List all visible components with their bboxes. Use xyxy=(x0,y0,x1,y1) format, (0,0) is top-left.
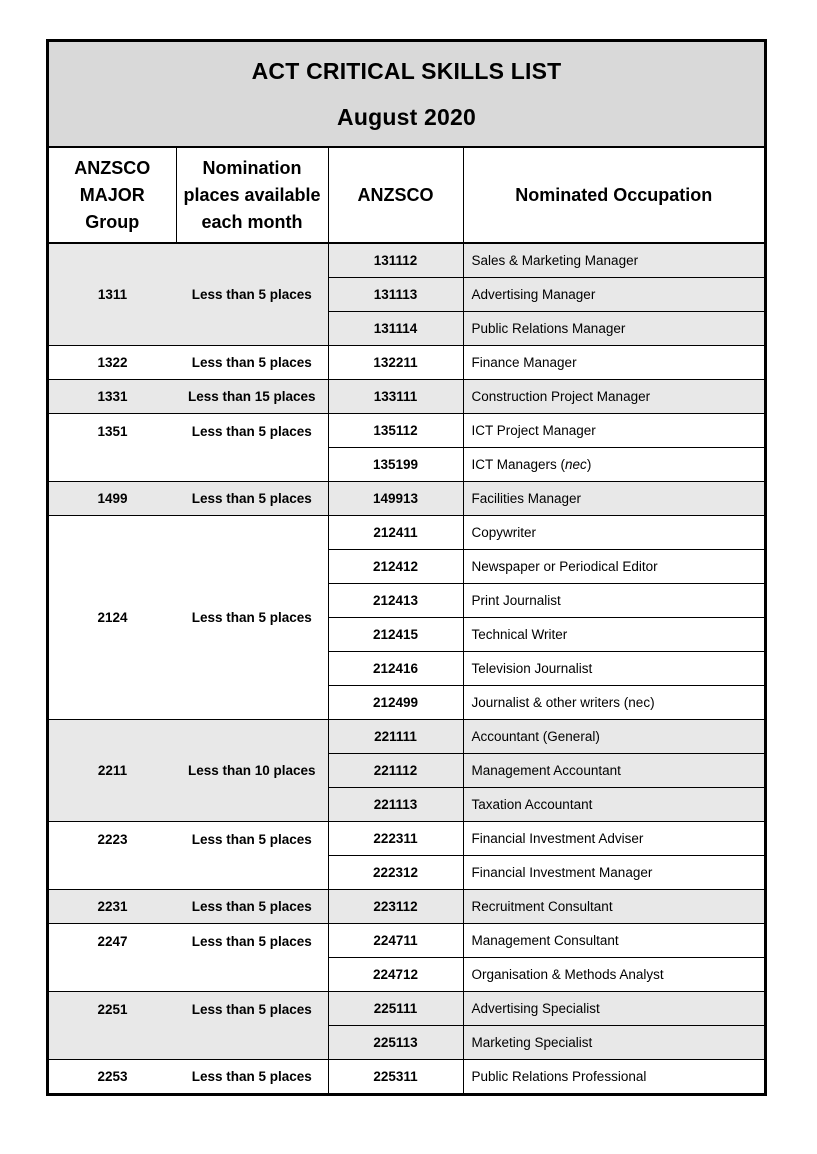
places-cell: Less than 5 places xyxy=(176,414,328,482)
occupation-cell: Financial Investment Adviser xyxy=(463,822,764,856)
table-row xyxy=(49,380,764,414)
major-group-cell: 1499 xyxy=(49,482,176,516)
skills-list-document xyxy=(46,39,767,1096)
anzsco-code-cell: 133111 xyxy=(328,380,463,414)
document-title: ACT CRITICAL SKILLS LIST xyxy=(251,58,562,84)
occupation-cell: Copywriter xyxy=(463,516,764,550)
anzsco-code-cell: 221112 xyxy=(328,754,463,788)
anzsco-code-cell: 135112 xyxy=(328,414,463,448)
occupation-cell: Financial Investment Manager xyxy=(463,856,764,890)
places-cell: Less than 5 places xyxy=(176,890,328,924)
anzsco-code-cell: 149913 xyxy=(328,482,463,516)
occupation-cell: Public Relations Professional xyxy=(471,1069,647,1084)
occupation-cell: Advertising Manager xyxy=(463,278,764,312)
table-row xyxy=(49,346,764,380)
title-block xyxy=(49,42,764,148)
places-cell: Less than 5 places xyxy=(176,924,328,992)
anzsco-code-cell: 212499 xyxy=(328,686,463,720)
table-row xyxy=(49,414,764,448)
places-cell: Less than 5 places xyxy=(191,1069,312,1084)
table-body xyxy=(49,243,764,1093)
major-group-cell: 2247 xyxy=(49,924,176,992)
occupation-cell: Organisation & Methods Analyst xyxy=(463,958,764,992)
anzsco-code-cell: 212412 xyxy=(328,550,463,584)
major-group-cell: 2223 xyxy=(49,822,176,890)
occupation-cell: Accountant (General) xyxy=(463,720,764,754)
occupation-cell: Construction Project Manager xyxy=(463,380,764,414)
major-group-cell: 2253 xyxy=(97,1069,128,1084)
header-anzsco: ANZSCO xyxy=(328,148,463,243)
anzsco-code-cell: 131112 xyxy=(328,243,463,278)
places-cell: Less than 5 places xyxy=(176,992,328,1060)
anzsco-code-cell: 223112 xyxy=(328,890,463,924)
anzsco-code-cell: 131114 xyxy=(328,312,463,346)
major-group-cell: 2231 xyxy=(49,890,176,924)
occupation-cell: ICT Project Manager xyxy=(463,414,764,448)
anzsco-code-cell: 212411 xyxy=(328,516,463,550)
occupation-cell: Television Journalist xyxy=(463,652,764,686)
major-group-cell: 1351 xyxy=(49,414,176,482)
major-group-cell: 1331 xyxy=(49,380,176,414)
anzsco-code-cell: 135199 xyxy=(328,448,463,482)
occupation-cell: Print Journalist xyxy=(463,584,764,618)
occupation-cell: Management Accountant xyxy=(463,754,764,788)
skills-table xyxy=(49,148,764,1093)
major-group-cell: 2211 xyxy=(49,720,176,822)
table-row xyxy=(49,890,764,924)
anzsco-code-cell: 221113 xyxy=(328,788,463,822)
anzsco-code-cell: 225113 xyxy=(328,1026,463,1060)
anzsco-code-cell: 225111 xyxy=(328,992,463,1026)
major-group-cell: 2251 xyxy=(49,992,176,1060)
anzsco-code-cell: 221111 xyxy=(328,720,463,754)
places-cell: Less than 5 places xyxy=(176,822,328,890)
occupation-cell: Finance Manager xyxy=(463,346,764,380)
table-row xyxy=(49,243,764,278)
occupation-cell: Marketing Specialist xyxy=(463,1026,764,1060)
anzsco-code-cell: 212416 xyxy=(328,652,463,686)
document-date: August 2020 xyxy=(337,104,476,130)
occupation-cell: Journalist & other writers (nec) xyxy=(463,686,764,720)
major-group-cell: 1322 xyxy=(49,346,176,380)
occupation-cell: Facilities Manager xyxy=(463,482,764,516)
occupation-cell: Taxation Accountant xyxy=(463,788,764,822)
table-row xyxy=(49,992,764,1026)
occupation-cell: Public Relations Manager xyxy=(463,312,764,346)
major-group-cell: 2124 xyxy=(49,516,176,720)
anzsco-code-cell: 224712 xyxy=(328,958,463,992)
header-major-group: ANZSCO MAJOR Group xyxy=(49,148,176,243)
table-row xyxy=(49,822,764,856)
header-occupation: Nominated Occupation xyxy=(463,148,764,243)
places-cell: Less than 5 places xyxy=(176,516,328,720)
major-group-cell: 1311 xyxy=(49,243,176,346)
header-places: Nomination places available each month xyxy=(176,148,328,243)
anzsco-code-cell: 212415 xyxy=(328,618,463,652)
table-row xyxy=(49,516,764,550)
occupation-cell: ICT Managers (nec) xyxy=(463,448,764,482)
table-row xyxy=(49,1060,764,1094)
occupation-cell: Newspaper or Periodical Editor xyxy=(463,550,764,584)
occupation-cell: Advertising Specialist xyxy=(463,992,764,1026)
places-cell: Less than 10 places xyxy=(176,720,328,822)
anzsco-code-cell: 222312 xyxy=(328,856,463,890)
occupation-cell: Recruitment Consultant xyxy=(463,890,764,924)
anzsco-code-cell: 212413 xyxy=(328,584,463,618)
anzsco-code-cell: 132211 xyxy=(328,346,463,380)
places-cell: Less than 5 places xyxy=(176,243,328,346)
table-row xyxy=(49,924,764,958)
occupation-cell: Technical Writer xyxy=(463,618,764,652)
table-row xyxy=(49,482,764,516)
anzsco-code-cell: 224711 xyxy=(328,924,463,958)
occupation-cell: Management Consultant xyxy=(463,924,764,958)
places-cell: Less than 15 places xyxy=(176,380,328,414)
places-cell: Less than 5 places xyxy=(176,482,328,516)
occupation-cell: Sales & Marketing Manager xyxy=(463,243,764,278)
anzsco-code-cell: 222311 xyxy=(328,822,463,856)
places-cell: Less than 5 places xyxy=(176,346,328,380)
anzsco-code-cell: 131113 xyxy=(328,278,463,312)
table-header-row xyxy=(49,148,764,243)
anzsco-code-cell: 225311 xyxy=(328,1060,463,1094)
table-row xyxy=(49,720,764,754)
